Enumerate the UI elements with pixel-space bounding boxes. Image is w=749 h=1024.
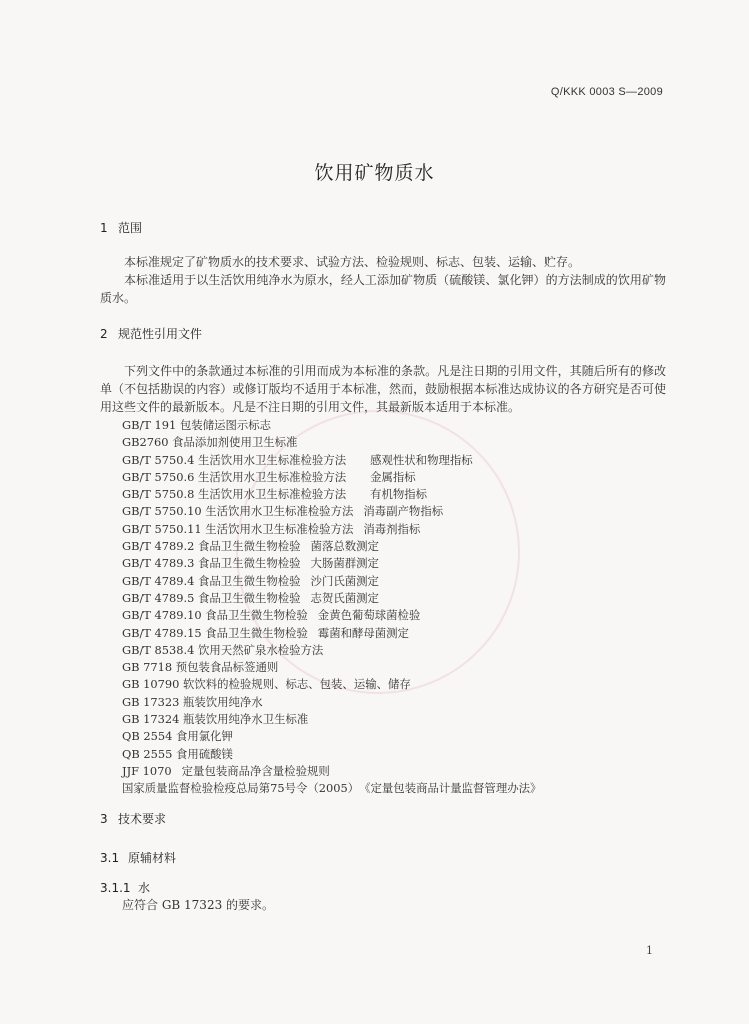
reference-item: GB/T 5750.8 生活饮用水卫生标准检验方法 有机物指标	[122, 487, 428, 502]
section-title: 水	[138, 881, 151, 895]
reference-item: GB/T 5750.11 生活饮用水卫生标准检验方法 消毒剂指标	[122, 521, 421, 536]
reference-item: GB/T 4789.10 食品卫生微生物检验 金黄色葡萄球菌检验	[122, 608, 421, 623]
section-2-heading	[100, 325, 202, 342]
section-number: 3.1.1	[100, 881, 131, 895]
reference-item: GB/T 5750.6 生活饮用水卫生标准检验方法 金属指标	[122, 469, 416, 484]
reference-item: GB/T 5750.4 生活饮用水卫生标准检验方法 感观性状和物理指标	[122, 452, 473, 467]
reference-item: GB/T 4789.3 食品卫生微生物检验 大肠菌群测定	[122, 556, 379, 571]
section-1-body	[100, 253, 666, 307]
section-title: 原辅材料	[128, 851, 177, 865]
section-number: 2	[100, 327, 108, 341]
reference-item: GB/T 5750.10 生活饮用水卫生标准检验方法 消毒副产物指标	[122, 504, 444, 519]
paragraph: 本标准适用于以生活饮用纯净水为原水，经人工添加矿物质（硫酸镁、氯化钾）的方法制成的饮用矿物质水。	[100, 273, 666, 305]
section-number: 3	[100, 812, 108, 826]
reference-list	[122, 417, 541, 798]
paragraph: 本标准规定了矿物质水的技术要求、试验方法、检验规则、标志、包装、运输、贮存。	[124, 255, 581, 269]
page-number: 1	[646, 944, 653, 957]
reference-item: QB 2555 食用硫酸镁	[122, 746, 233, 761]
paragraph: 应符合 GB 17323 的要求。	[122, 898, 275, 912]
reference-item: GB 17324 瓶装饮用纯净水卫生标准	[122, 712, 309, 727]
section-title: 规范性引用文件	[118, 327, 203, 341]
reference-item: GB/T 4789.2 食品卫生微生物检验 菌落总数测定	[122, 539, 379, 554]
reference-item: JJF 1070 定量包装商品净含量检验规则	[122, 763, 330, 778]
section-number: 1	[100, 221, 108, 235]
paragraph: 下列文件中的条款通过本标准的引用而成为本标准的条款。凡是注日期的引用文件，其随后所有的修改单（不包括勘误的内容）或修订版均不适用于本标准，然而，鼓励根据本标准达成协议的各方研究是否可使用这些文件的最新版本。凡是不注日期的引用文件，其最新版本适用于本标准。	[100, 364, 666, 414]
reference-item: GB 17323 瓶装饮用纯净水	[122, 694, 263, 709]
section-title: 范围	[118, 221, 143, 235]
section-number: 3.1	[100, 851, 120, 865]
reference-item: QB 2554 食用氯化钾	[122, 729, 233, 744]
section-3-heading	[100, 810, 166, 827]
document-title: 饮用矿物质水	[314, 162, 435, 184]
reference-item: GB 7718 预包装食品标签通则	[122, 660, 279, 675]
section-3-1-1-body	[122, 896, 662, 914]
section-3-1-heading	[100, 849, 176, 866]
reference-item: GB/T 191 包装储运图示标志	[122, 418, 272, 432]
reference-item: GB/T 4789.15 食品卫生微生物检验 霉菌和酵母菌测定	[122, 625, 409, 640]
section-title: 技术要求	[118, 812, 167, 826]
section-3-1-1-heading	[100, 879, 150, 896]
reference-item: 国家质量监督检验检疫总局第75号令（2005）《定量包装商品计量监督管理办法》	[122, 781, 542, 796]
section-2-intro	[100, 362, 666, 416]
section-1-heading	[100, 219, 142, 236]
reference-item: GB/T 8538.4 饮用天然矿泉水检验方法	[122, 642, 324, 657]
reference-item: GB 10790 软饮料的检验规则、标志、包装、运输、储存	[122, 677, 411, 692]
standard-code: Q/KKK 0003 S—2009	[550, 86, 663, 98]
reference-item: GB/T 4789.4 食品卫生微生物检验 沙门氏菌测定	[122, 573, 379, 588]
reference-item: GB2760 食品添加剂使用卫生标准	[122, 435, 298, 450]
reference-item: GB/T 4789.5 食品卫生微生物检验 志贺氏菌测定	[122, 590, 379, 605]
